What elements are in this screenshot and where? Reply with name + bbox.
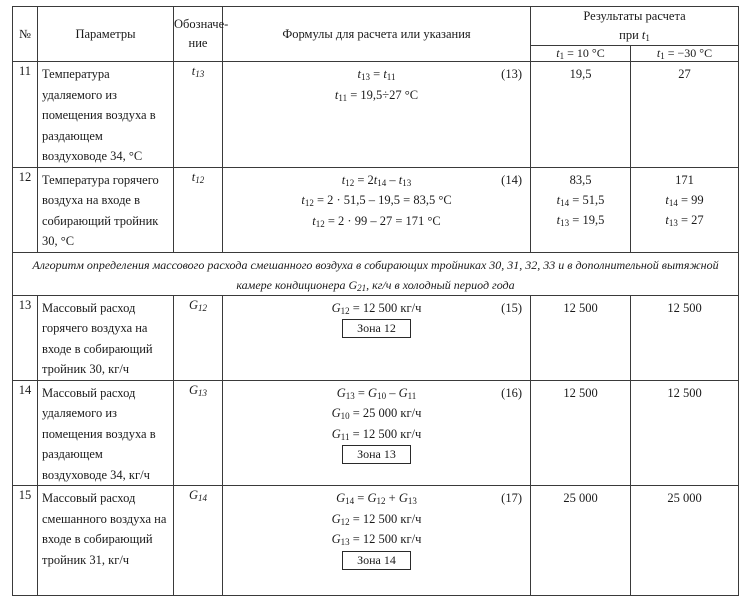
variable-subscript: 13 <box>340 537 350 547</box>
row-formula <box>223 295 531 380</box>
col1-val: = 10 °C <box>564 46 605 60</box>
header-symbol-line1: Обозначе- <box>174 17 229 31</box>
symbol-var: t <box>191 64 196 78</box>
symbol-var: G <box>188 297 199 312</box>
col2-val: = −30 °C <box>664 46 713 60</box>
equation-number: (13) <box>501 67 522 81</box>
variable-subscript: 11 <box>407 390 417 401</box>
row-symbol <box>174 295 223 380</box>
row-parameter: Температура удаляемого из помещения воздуха в раздающем воздуховоде 34, °C <box>38 62 174 168</box>
variable: G <box>331 511 341 526</box>
variable: t <box>665 212 669 227</box>
result-col1: 12 500 <box>531 295 631 380</box>
result-col2: 12 500 <box>631 380 739 486</box>
section-row <box>13 252 739 295</box>
formula-line <box>223 488 530 509</box>
section-suffix: , кг/ч в холодный период года <box>366 277 515 292</box>
header-symbol <box>174 7 229 62</box>
header-parameters-label: Параметры <box>75 26 136 41</box>
formula-text: 171 <box>675 172 694 187</box>
col2-var: t <box>656 46 661 60</box>
formula-text: = 25 000 кг/ч <box>349 406 422 420</box>
variable: t <box>334 87 339 102</box>
formula-text: = 19,5 <box>569 212 605 227</box>
variable: t <box>556 192 561 207</box>
row-symbol <box>174 62 223 168</box>
symbol-sub: 13 <box>195 69 205 79</box>
formula-line <box>631 170 738 190</box>
variable: G <box>331 426 341 441</box>
formula-text: = <box>354 491 368 505</box>
result-col1: 25 000 <box>531 486 631 596</box>
result-col1: 19,5 <box>531 62 631 168</box>
formula-line <box>531 170 630 190</box>
formula-line <box>223 298 530 319</box>
header-no <box>13 7 38 62</box>
variable: G <box>331 406 341 420</box>
section-prefix: камере кондиционера <box>236 277 349 292</box>
formula-text: = 51,5 <box>569 192 605 207</box>
row-number: 14 <box>13 380 38 486</box>
row-parameter: Массовый расход смешанного воздуха на входе в собирающий тройник 31, кг/ч <box>38 486 174 596</box>
row-formula <box>223 380 531 486</box>
formula-line <box>223 211 530 232</box>
formula-text: = <box>354 385 369 400</box>
section-sub: 21 <box>357 282 367 293</box>
variable-subscript: 13 <box>345 390 355 401</box>
symbol-var: G <box>188 488 199 502</box>
section-title-line1: Алгоритм определения массового расхода смешанного воздуха в собирающих тройниках 30, 31, 32, 33 и в дополнительной вытяжной <box>32 257 719 272</box>
variable: t <box>373 172 378 187</box>
variable-subscript: 10 <box>340 411 350 421</box>
variable-subscript: 11 <box>338 92 348 103</box>
variable-subscript: 13 <box>560 217 570 228</box>
variable: t <box>383 67 387 81</box>
formula-line <box>531 190 630 210</box>
formula-line <box>223 424 530 445</box>
section-title <box>13 252 739 295</box>
variable-subscript: 11 <box>386 72 396 82</box>
equation-number: (14) <box>501 172 522 187</box>
zone-label-box[interactable]: Зона 14 <box>342 551 411 570</box>
formula-text: 83,5 <box>569 172 592 187</box>
formula-text: = 12 500 кг/ч <box>349 532 422 546</box>
table-row <box>13 380 739 486</box>
formula-line <box>631 210 738 230</box>
formula-text: = 12 500 кг/ч <box>349 511 422 526</box>
formula-text: = 99 <box>677 192 704 207</box>
col1-sub: 1 <box>559 51 565 61</box>
col2-sub: 1 <box>660 51 665 61</box>
header-results <box>531 7 739 46</box>
row-symbol <box>174 486 223 596</box>
row-parameter: Массовый расход горячего воздуха на входе в собирающий тройник 30, кг/ч <box>38 295 174 380</box>
variable-subscript: 13 <box>668 217 678 228</box>
formula-text: = 2 <box>354 172 374 187</box>
results-prefix: при <box>619 28 642 42</box>
variable: G <box>398 385 408 400</box>
formula-line <box>531 210 630 230</box>
row-symbol <box>174 380 223 486</box>
header-no-label: № <box>19 26 31 41</box>
variable-subscript: 12 <box>345 177 355 188</box>
variable: G <box>398 491 408 505</box>
formula-text: – <box>386 385 399 400</box>
result-col2: 25 000 <box>631 486 739 596</box>
symbol-var: G <box>188 382 199 397</box>
row-formula <box>223 167 531 252</box>
formula-text: = 19,5÷27 °C <box>347 87 419 102</box>
variable: t <box>665 192 669 207</box>
variable: G <box>367 491 377 505</box>
equation-number: (15) <box>501 300 522 315</box>
table-row <box>13 167 739 252</box>
table-row <box>13 62 739 168</box>
variable-subscript: 10 <box>377 390 387 401</box>
formula-text: = 12 500 кг/ч <box>349 426 422 441</box>
variable-subscript: 14 <box>668 197 678 208</box>
variable: t <box>341 172 346 187</box>
formula-line <box>223 529 530 550</box>
header-formulas <box>223 7 531 62</box>
formula-text: = 27 <box>677 212 704 227</box>
symbol-sub: 12 <box>195 174 205 185</box>
row-number: 13 <box>13 295 38 380</box>
variable-subscript: 12 <box>340 305 350 316</box>
row-formula <box>223 62 531 168</box>
variable-subscript: 12 <box>304 198 314 208</box>
header-symbol-line2: ние <box>188 36 208 50</box>
formula-line <box>631 190 738 210</box>
col1-var: t <box>556 46 560 60</box>
variable: G <box>336 491 346 505</box>
variable: G <box>368 385 378 400</box>
variable-subscript: 14 <box>377 177 387 188</box>
variable: G <box>331 532 341 546</box>
header-formulas-label: Формулы для расчета или указания <box>282 26 471 41</box>
result-col2: 12 500 <box>631 295 739 380</box>
variable: t <box>301 193 305 207</box>
results-sub: 1 <box>645 33 650 43</box>
row-number: 11 <box>13 62 38 168</box>
formula-text: = 2 · 99 – 27 = 171 °C <box>324 213 441 228</box>
header-parameters <box>38 7 174 62</box>
formula-line <box>223 190 530 211</box>
section-var: G <box>348 277 358 292</box>
variable: t <box>312 213 316 228</box>
variable-subscript: 12 <box>315 218 325 229</box>
table-row <box>13 486 739 596</box>
formula-text: = <box>370 67 384 81</box>
section-title-line2 <box>21 275 730 295</box>
formula-line <box>223 170 530 191</box>
variable-subscript: 14 <box>345 496 355 506</box>
variable-subscript: 13 <box>402 177 412 188</box>
variable: t <box>357 67 361 81</box>
formula-line <box>223 509 530 530</box>
variable-subscript: 13 <box>361 72 370 82</box>
variable-subscript: 12 <box>340 516 350 527</box>
formula-line <box>223 403 530 424</box>
variable: t <box>398 172 403 187</box>
zone-wrapper <box>223 444 530 464</box>
result-col2: 27 <box>631 62 739 168</box>
header-result-col2 <box>631 46 739 62</box>
formula-text: + <box>385 491 399 505</box>
symbol-sub: 13 <box>198 387 208 398</box>
variable: G <box>331 300 341 315</box>
formula-line <box>223 85 530 106</box>
header-results-line1: Результаты расчета <box>583 9 686 23</box>
formula-line <box>223 383 530 404</box>
table-row <box>13 295 739 380</box>
results-var: t <box>641 28 646 42</box>
row-number: 12 <box>13 167 38 252</box>
header-result-col1 <box>531 46 631 62</box>
zone-label-box[interactable]: Зона 13 <box>342 445 411 464</box>
row-formula <box>223 486 531 596</box>
variable: G <box>336 385 346 400</box>
symbol-sub: 14 <box>198 493 208 503</box>
variable-subscript: 11 <box>340 431 350 442</box>
zone-wrapper <box>223 318 530 338</box>
result-col1: 12 500 <box>531 380 631 486</box>
formula-line <box>223 64 530 85</box>
equation-number: (16) <box>501 385 522 400</box>
symbol-var: t <box>191 169 196 184</box>
formula-text: – <box>386 172 399 187</box>
result-col1 <box>531 167 631 252</box>
zone-wrapper <box>223 550 530 570</box>
variable-subscript: 12 <box>376 496 386 506</box>
zone-label-box[interactable]: Зона 12 <box>342 319 411 338</box>
row-symbol <box>174 167 223 252</box>
symbol-sub: 12 <box>198 302 208 313</box>
row-parameter: Массовый расход удаляемого из помещения воздуха в раздающем воздуховоде 34, кг/ч <box>38 380 174 486</box>
equation-number: (17) <box>501 491 522 505</box>
formula-text: = 12 500 кг/ч <box>349 300 422 315</box>
row-number: 15 <box>13 486 38 596</box>
row-parameter: Температура горячего воздуха на входе в собирающий тройник 30, °C <box>38 167 174 252</box>
variable-subscript: 13 <box>407 496 417 506</box>
variable-subscript: 14 <box>560 197 570 208</box>
header-results-line2 <box>531 26 738 45</box>
result-col2 <box>631 167 739 252</box>
calculation-table <box>12 6 739 596</box>
formula-text: = 2 · 51,5 – 19,5 = 83,5 °C <box>313 193 452 207</box>
variable: t <box>556 212 561 227</box>
